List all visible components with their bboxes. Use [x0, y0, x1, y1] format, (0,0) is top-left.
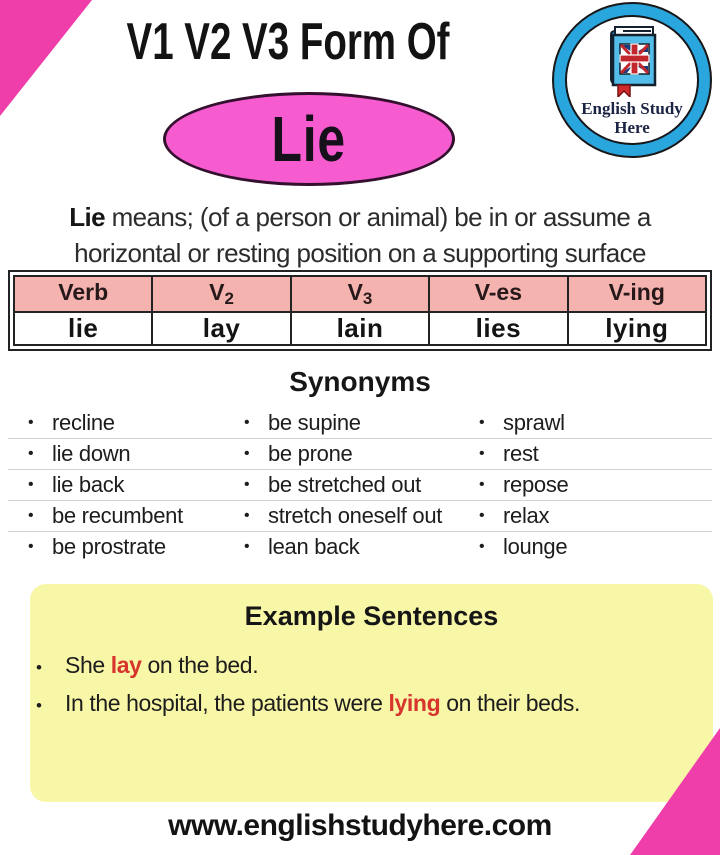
header-cell-v2: $V_2$	[152, 276, 290, 312]
list-item: • relax	[459, 503, 712, 529]
logo-text-line2: Here	[614, 118, 650, 137]
bullet-icon: •	[28, 538, 34, 555]
bullet-icon: •	[244, 538, 250, 555]
synonyms-row	[8, 501, 712, 532]
bullet-icon: •	[28, 414, 34, 431]
header-cell-verb: Verb	[14, 276, 152, 312]
verb-forms-table	[8, 270, 712, 351]
page-title: V1 V2 V3 Form Of	[126, 13, 450, 71]
value-cell-v1: lie	[14, 312, 152, 345]
website-link[interactable]: www.englishstudyhere.com	[168, 809, 552, 842]
headword: Lie	[271, 103, 347, 175]
example-sentences-list	[30, 652, 713, 717]
list-item: • stretch oneself out	[224, 503, 459, 529]
header-cell-ves: V-es	[429, 276, 567, 312]
bullet-icon: •	[244, 414, 250, 431]
bullet-icon: •	[28, 507, 34, 524]
bullet-icon: •	[479, 476, 485, 493]
english-study-here-logo	[552, 2, 712, 158]
synonyms-row	[8, 532, 712, 562]
definition-term: Lie	[69, 202, 105, 232]
bullet-icon: •	[244, 476, 250, 493]
example-sentences-heading: Example Sentences	[244, 601, 499, 631]
list-item: • be stretched out	[224, 472, 459, 498]
logo-text-line1: English Study	[581, 99, 683, 118]
list-item: • be recumbent	[8, 503, 224, 529]
value-cell-v3: lain	[291, 312, 429, 345]
example-sentence: She lay on the bed.	[65, 652, 259, 678]
bullet-icon: •	[479, 538, 485, 555]
synonyms-row	[8, 470, 712, 501]
header-cell-v3: $V_3$	[291, 276, 429, 312]
list-item: • lean back	[224, 534, 459, 560]
bullet-icon: •	[244, 445, 250, 462]
synonyms-row	[8, 408, 712, 439]
word-ellipse	[163, 92, 455, 186]
synonyms-list	[8, 408, 712, 562]
list-item: • lie down	[8, 441, 224, 467]
list-item	[30, 652, 713, 679]
verb-table-header-row	[14, 276, 706, 312]
value-cell-ves: lies	[429, 312, 567, 345]
highlighted-verb: lay	[110, 652, 142, 678]
book-with-uk-flag-icon	[601, 23, 663, 97]
example-sentence: In the hospital, the patients were lying on their beds.	[65, 690, 580, 716]
verb-table-value-row	[14, 312, 706, 345]
list-item: • recline	[8, 410, 224, 436]
bullet-icon: •	[479, 507, 485, 524]
list-item: • lie back	[8, 472, 224, 498]
list-item: • be prone	[224, 441, 459, 467]
list-item: • be supine	[224, 410, 459, 436]
bullet-icon: •	[28, 476, 34, 493]
definition-text	[0, 199, 720, 271]
synonyms-heading: Synonyms	[289, 366, 431, 397]
definition-line2: horizontal or resting position on a supporting surface	[74, 238, 646, 268]
value-cell-v2: lay	[152, 312, 290, 345]
bullet-icon: •	[28, 445, 34, 462]
highlighted-verb: lying	[388, 690, 441, 716]
list-item: • sprawl	[459, 410, 712, 436]
list-item: • lounge	[459, 534, 712, 560]
bullet-icon: •	[36, 658, 42, 677]
definition-line1: Lie means; (of a person or animal) be in or assume a	[69, 202, 651, 232]
corner-triangle-top-left	[0, 0, 92, 116]
example-sentences-box	[30, 584, 713, 802]
bullet-icon: •	[479, 414, 485, 431]
list-item: • be prostrate	[8, 534, 224, 560]
synonyms-row	[8, 439, 712, 470]
list-item: • repose	[459, 472, 712, 498]
logo-text	[581, 99, 683, 137]
value-cell-ving: lying	[568, 312, 706, 345]
bullet-icon: •	[479, 445, 485, 462]
bullet-icon: •	[244, 507, 250, 524]
list-item: • rest	[459, 441, 712, 467]
bullet-icon: •	[36, 696, 42, 715]
list-item	[30, 690, 713, 717]
header-cell-ving: V-ing	[568, 276, 706, 312]
